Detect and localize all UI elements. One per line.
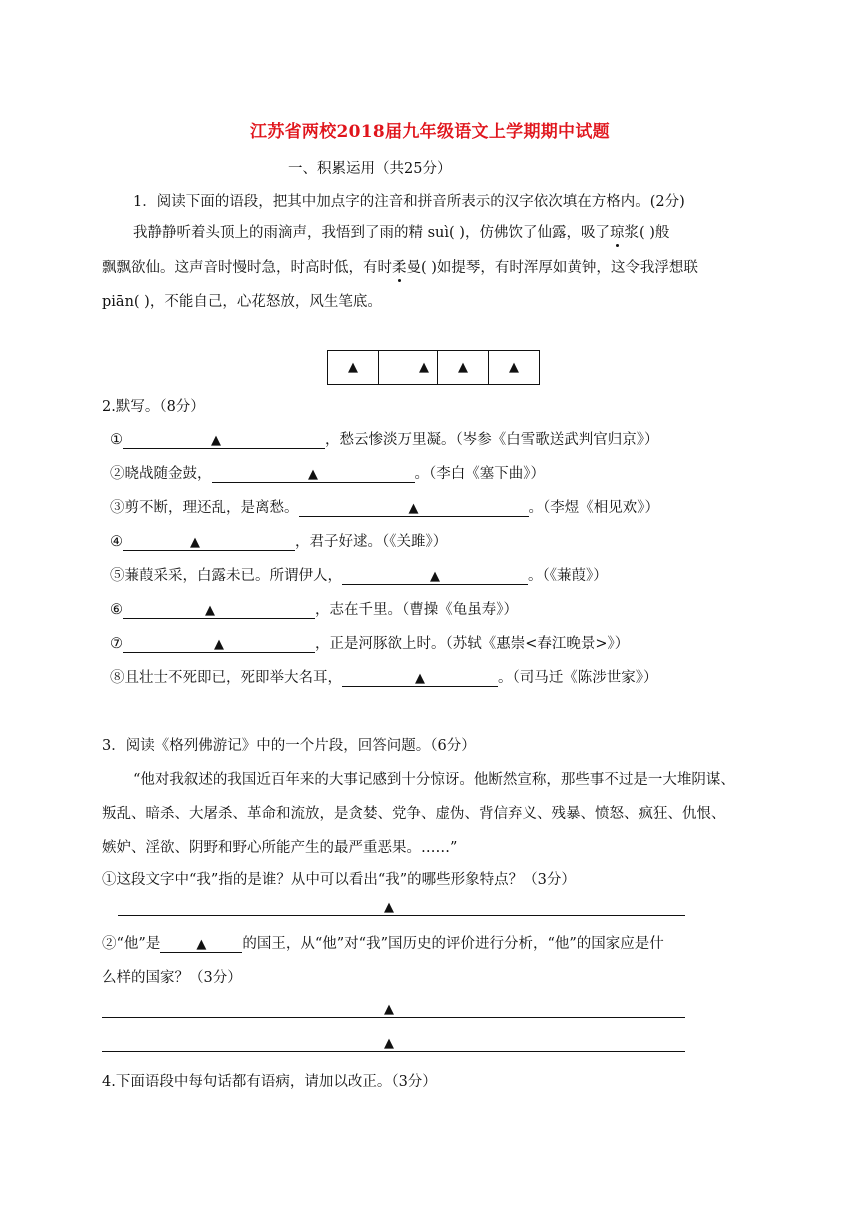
q2-item (110, 462, 545, 483)
q2-stem: 2.默写。（8分） (102, 399, 205, 415)
q2-item-post: ，君子好逑。（《关雎》） (295, 534, 448, 550)
q2-item (110, 428, 659, 449)
q2-item-post: 。（《蒹葭》） (528, 568, 608, 584)
q2-item (110, 530, 447, 551)
answer-line[interactable] (102, 1017, 685, 1018)
answer-box[interactable]: ▲ (489, 351, 540, 385)
fill-blank[interactable] (123, 636, 315, 653)
dotted-char: 琼 (610, 221, 625, 242)
q1-text: 飘飘欲仙。这声音时慢时急，时高时低，有时 (102, 260, 392, 276)
q3-sub2-text: ②“他”是 (102, 936, 161, 952)
q1-paragraph-line-2 (102, 256, 698, 277)
q1-stem: 1．阅读下面的语段，把其中加点字的注音和拼音所表示的汉字依次填在方格内。(2分) (133, 194, 685, 210)
q2-item-pre: ⑧且壮士不死即已，死即举大名耳， (110, 670, 342, 686)
q2-item-pre: ① (110, 432, 123, 448)
q2-item-pre: ⑦ (110, 636, 123, 652)
q2-item-pre: ③剪不断，理还乱，是离愁。 (110, 500, 299, 516)
triangle-marker: ▲ (384, 900, 394, 915)
fill-blank[interactable] (342, 568, 528, 585)
q1-text: 浆( )般 (624, 225, 670, 241)
q1-paragraph-line-1 (133, 221, 669, 242)
q2-item (110, 632, 629, 653)
triangle-marker: ▲ (190, 535, 200, 550)
q3-sub-question-2-cont: 么样的国家？（3分） (102, 970, 242, 986)
q3-quote-line: 嫉妒、淫欲、阴野和野心所能产生的最严重恶果。……” (102, 840, 458, 856)
answer-box[interactable]: ▲ (328, 351, 379, 385)
fill-blank[interactable] (123, 534, 295, 551)
page-title: 江苏省两校2018届九年级语文上学期期中试题 (250, 122, 610, 142)
q2-item (110, 666, 658, 687)
q3-quote-line: 叛乱、暗杀、大屠杀、革命和流放，是贪婪、党争、虚伪、背信弃义、残暴、愤怒、疯狂、仇恨、 (102, 806, 726, 822)
triangle-marker: ▲ (430, 569, 440, 584)
fill-blank[interactable] (299, 500, 529, 517)
q2-item (110, 598, 518, 619)
fill-blank[interactable] (123, 602, 315, 619)
answer-box[interactable]: ▲ (438, 351, 489, 385)
q3-sub2-text: 的国王，从“他”对“我”国历史的评价进行分析，“他”的国家应是什 (242, 936, 664, 952)
fill-blank[interactable] (123, 432, 325, 449)
fill-blank[interactable] (342, 670, 498, 687)
q1-text: 曼( )如提琴，有时浑厚如黄钟，这令我浮想联 (406, 260, 698, 276)
q2-item-post: 。（李白《塞下曲》） (414, 466, 545, 482)
q1-text: 我静静听着头顶上的雨滴声，我悟到了雨的精 suì( )，仿佛饮了仙露，吸了 (133, 225, 610, 241)
q2-item-pre: ④ (110, 534, 123, 550)
answer-box-grid (327, 350, 540, 385)
answer-box[interactable]: ▲ (379, 351, 438, 385)
answer-line[interactable] (118, 915, 685, 916)
q3-sub-question-1: ①这段文字中“我”指的是谁？从中可以看出“我”的哪些形象特点？（3分） (102, 872, 576, 888)
triangle-marker: ▲ (415, 671, 425, 686)
triangle-marker: ▲ (196, 937, 207, 952)
q2-item-pre: ⑤蒹葭采采，白露未已。所谓伊人， (110, 568, 342, 584)
triangle-marker: ▲ (384, 1036, 394, 1051)
q2-item-pre: ⑥ (110, 602, 123, 618)
triangle-marker: ▲ (308, 467, 318, 482)
q3-sub-question-2 (102, 932, 664, 953)
answer-line[interactable] (102, 1051, 685, 1052)
q2-item-pre: ②晓战随金鼓， (110, 466, 212, 482)
q3-stem: 3．阅读《格列佛游记》中的一个片段，回答问题。（6分） (102, 738, 476, 754)
q2-item-post: 。（司马迁《陈涉世家》） (498, 670, 658, 686)
triangle-marker: ▲ (214, 637, 224, 652)
q2-item (110, 564, 608, 585)
q1-paragraph-line-3: piān( )，不能自己，心花怒放，风生笔底。 (102, 294, 382, 310)
q2-item-post: ，正是河豚欲上时。（苏轼《惠崇<春江晚景>》） (315, 636, 630, 652)
triangle-marker: ▲ (384, 1002, 394, 1017)
q3-quote-line: “他对我叙述的我国近百年来的大事记感到十分惊讶。他断然宣称，那些事不过是一大堆阴谋、 (133, 772, 735, 788)
q2-item-post: ，志在千里。（曹操《龟虽寿》） (315, 602, 518, 618)
fill-blank[interactable] (160, 936, 242, 953)
q2-item-post: ，愁云惨淡万里凝。（岑参《白雪歌送武判官归京》） (325, 432, 659, 448)
triangle-marker: ▲ (408, 501, 419, 516)
section-heading: 一、积累运用（共25分） (288, 161, 452, 177)
triangle-marker: ▲ (211, 433, 221, 448)
q2-item-post: 。（李煜《相见欢》） (528, 500, 659, 516)
dotted-char: 柔 (392, 256, 407, 277)
fill-blank[interactable] (212, 466, 415, 483)
triangle-marker: ▲ (205, 603, 215, 618)
q2-item (110, 496, 659, 517)
q4-stem: 4.下面语段中每句话都有语病，请加以改正。（3分） (102, 1074, 437, 1090)
